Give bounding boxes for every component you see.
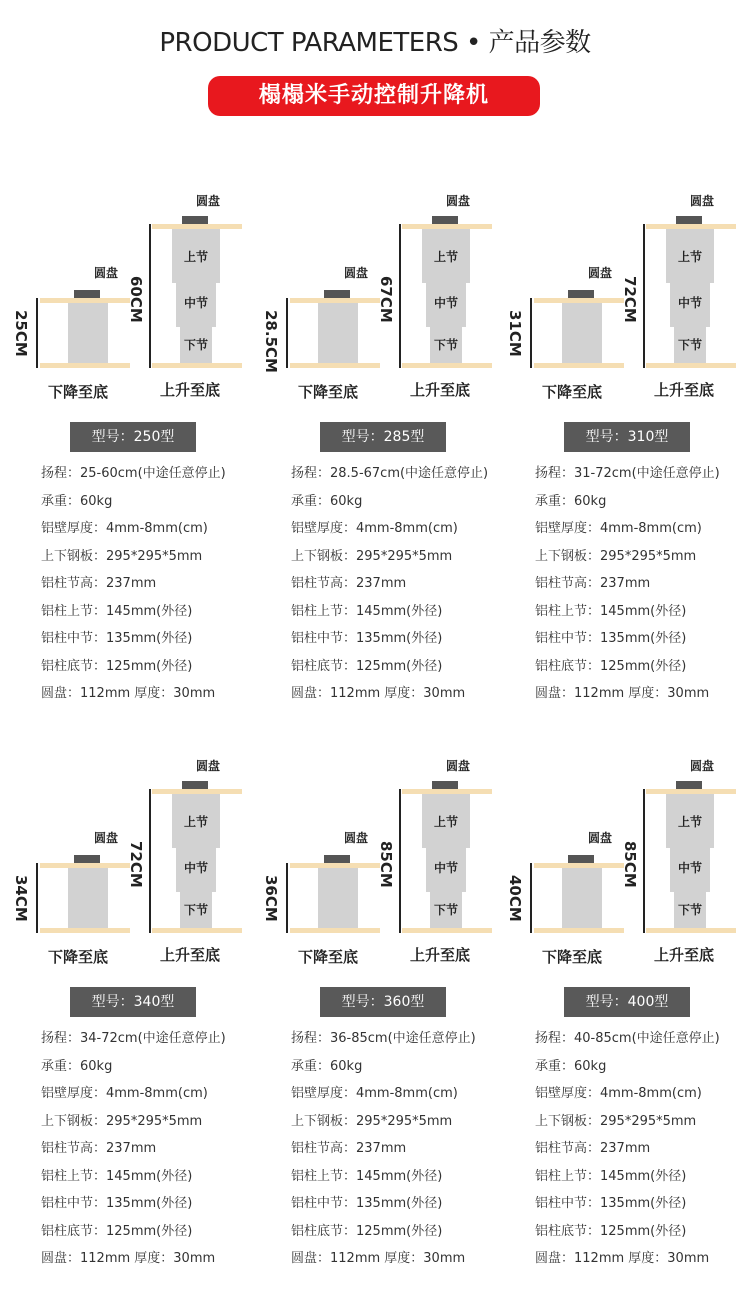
model-card <box>0 565 250 1266</box>
spec-item: 承重：60kg <box>535 1058 607 1074</box>
raised-height-label: 85CM <box>377 841 395 888</box>
spec-item: 上下钢板：295*295*5mm <box>535 548 697 564</box>
raised-caption: 上升至底 <box>410 946 471 964</box>
upper-section-label: 上节 <box>434 250 459 264</box>
lowered-height-label: 34CM <box>12 875 30 922</box>
lift-diagram <box>250 0 500 401</box>
spec-item: 承重：60kg <box>41 493 113 509</box>
height-dimension-line-lowered <box>530 863 532 933</box>
middle-section-label: 中节 <box>184 861 209 875</box>
spec-item: 扬程：34-72cm(中途任意停止) <box>41 1031 226 1046</box>
lift-diagram <box>494 0 744 401</box>
raised-caption: 上升至底 <box>410 381 471 399</box>
base-plate-raised <box>152 928 242 933</box>
raised-caption: 上升至底 <box>654 946 715 964</box>
model-card <box>494 565 744 1266</box>
lowered-caption: 下降至底 <box>542 948 603 966</box>
disk-lowered <box>74 290 100 298</box>
spec-item: 铝柱节高：237mm <box>291 576 407 591</box>
spec-item: 铝柱上节：145mm(外径) <box>535 603 687 619</box>
spec-list <box>535 1025 720 1273</box>
base-plate-lowered <box>290 928 380 933</box>
raised-caption: 上升至底 <box>160 381 221 399</box>
lowered-caption: 下降至底 <box>48 948 109 966</box>
base-plate-lowered <box>534 928 624 933</box>
spec-item: 圆盘：112mm 厚度：30mm <box>291 1251 466 1266</box>
spec-item: 铝壁厚度：4mm-8mm(cm) <box>535 1086 702 1101</box>
spec-item: 承重：60kg <box>535 493 607 509</box>
spec-item: 铝柱底节：125mm(外径) <box>291 658 443 674</box>
spec-item: 铝柱上节：145mm(外径) <box>535 1168 687 1184</box>
spec-item: 上下钢板：295*295*5mm <box>41 1113 203 1129</box>
base-plate-raised <box>646 928 736 933</box>
spec-item: 圆盘：112mm 厚度：30mm <box>41 686 216 701</box>
spec-item: 铝柱底节：125mm(外径) <box>41 658 193 674</box>
height-dimension-line-raised <box>399 789 401 933</box>
lower-section-label: 下节 <box>434 903 459 917</box>
disk-label: 圆盘 <box>446 759 471 773</box>
model-badge: 型号：250型 <box>70 422 196 452</box>
spec-item: 铝柱中节：135mm(外径) <box>535 631 687 646</box>
spec-item: 铝柱中节：135mm(外径) <box>291 1196 443 1211</box>
raised-height-label: 85CM <box>621 841 639 888</box>
disk-raised <box>182 216 208 224</box>
spec-item: 铝柱中节：135mm(外径) <box>535 1196 687 1211</box>
product-name-banner: 榻榻米手动控制升降机 <box>208 76 540 116</box>
middle-section-label: 中节 <box>434 861 459 875</box>
disk-raised <box>182 781 208 789</box>
spec-item: 铝壁厚度：4mm-8mm(cm) <box>535 521 702 536</box>
disk-label: 圆盘 <box>588 831 613 845</box>
lower-section-label: 下节 <box>678 338 703 352</box>
spec-item: 圆盘：112mm 厚度：30mm <box>41 1251 216 1266</box>
middle-section-label: 中节 <box>434 296 459 310</box>
lowered-height-label: 28.5CM <box>262 310 280 373</box>
spec-item: 圆盘：112mm 厚度：30mm <box>535 686 710 701</box>
spec-item: 铝柱上节：145mm(外径) <box>291 1168 443 1184</box>
disk-label: 圆盘 <box>690 194 715 208</box>
spec-item: 铝柱中节：135mm(外径) <box>291 631 443 646</box>
spec-item: 铝柱节高：237mm <box>535 576 651 591</box>
lowered-height-label: 36CM <box>262 875 280 922</box>
raised-caption: 上升至底 <box>160 946 221 964</box>
spec-item: 圆盘：112mm 厚度：30mm <box>535 1251 710 1266</box>
spec-item: 铝壁厚度：4mm-8mm(cm) <box>291 1086 458 1101</box>
spec-item: 铝壁厚度：4mm-8mm(cm) <box>291 521 458 536</box>
height-dimension-line-lowered <box>286 863 288 933</box>
height-dimension-line-lowered <box>286 298 288 368</box>
disk-label: 圆盘 <box>690 759 715 773</box>
disk-label: 圆盘 <box>196 759 221 773</box>
base-plate-raised <box>646 363 736 368</box>
disk-label: 圆盘 <box>344 831 369 845</box>
disk-raised <box>676 781 702 789</box>
disk-label: 圆盘 <box>94 831 119 845</box>
disk-lowered <box>324 855 350 863</box>
model-card <box>494 0 744 701</box>
lowered-caption: 下降至底 <box>542 383 603 401</box>
spec-item: 铝柱中节：135mm(外径) <box>41 631 193 646</box>
page-title: PRODUCT PARAMETERS • 产品参数 <box>159 28 591 58</box>
upper-section-label: 上节 <box>678 815 703 829</box>
upper-section-label: 上节 <box>184 815 209 829</box>
lowered-height-label: 25CM <box>12 310 30 357</box>
column-lowered <box>68 303 108 363</box>
spec-item: 铝壁厚度：4mm-8mm(cm) <box>41 1086 208 1101</box>
lowered-caption: 下降至底 <box>298 948 359 966</box>
base-plate-lowered <box>534 363 624 368</box>
model-badge: 型号：285型 <box>320 422 446 452</box>
spec-item: 铝壁厚度：4mm-8mm(cm) <box>41 521 208 536</box>
lift-diagram <box>494 565 744 966</box>
lowered-caption: 下降至底 <box>298 383 359 401</box>
base-plate-lowered <box>40 928 130 933</box>
lowered-height-label: 31CM <box>506 310 524 357</box>
spec-item: 扬程：40-85cm(中途任意停止) <box>535 1031 720 1046</box>
spec-item: 铝柱上节：145mm(外径) <box>41 603 193 619</box>
spec-item: 铝柱底节：125mm(外径) <box>535 1223 687 1239</box>
spec-item: 上下钢板：295*295*5mm <box>291 548 453 564</box>
column-lowered <box>68 868 108 928</box>
spec-item: 扬程：28.5-67cm(中途任意停止) <box>291 466 489 481</box>
column-lowered <box>562 303 602 363</box>
model-badge: 型号：400型 <box>564 987 690 1017</box>
model-card <box>250 0 500 701</box>
lower-section-label: 下节 <box>678 903 703 917</box>
spec-item: 铝柱节高：237mm <box>41 1141 157 1156</box>
disk-lowered <box>324 290 350 298</box>
raised-caption: 上升至底 <box>654 381 715 399</box>
spec-item: 上下钢板：295*295*5mm <box>535 1113 697 1129</box>
disk-raised <box>432 216 458 224</box>
lift-diagram <box>0 565 250 966</box>
spec-item: 圆盘：112mm 厚度：30mm <box>291 686 466 701</box>
spec-list <box>41 1025 226 1273</box>
column-lowered <box>562 868 602 928</box>
spec-item: 铝柱底节：125mm(外径) <box>535 658 687 674</box>
height-dimension-line-lowered <box>530 298 532 368</box>
spec-item: 铝柱中节：135mm(外径) <box>41 1196 193 1211</box>
upper-section-label: 上节 <box>678 250 703 264</box>
spec-item: 承重：60kg <box>291 493 363 509</box>
lower-section-label: 下节 <box>184 903 209 917</box>
model-badge: 型号：340型 <box>70 987 196 1017</box>
disk-lowered <box>568 290 594 298</box>
spec-item: 扬程：31-72cm(中途任意停止) <box>535 466 720 481</box>
raised-height-label: 72CM <box>127 841 145 888</box>
spec-item: 铝柱节高：237mm <box>535 1141 651 1156</box>
spec-item: 铝柱底节：125mm(外径) <box>41 1223 193 1239</box>
raised-height-label: 67CM <box>377 276 395 323</box>
disk-label: 圆盘 <box>588 266 613 280</box>
lowered-caption: 下降至底 <box>48 383 109 401</box>
raised-height-label: 72CM <box>621 276 639 323</box>
spec-item: 扬程：36-85cm(中途任意停止) <box>291 1031 476 1046</box>
spec-item: 铝柱上节：145mm(外径) <box>291 603 443 619</box>
upper-section-label: 上节 <box>434 815 459 829</box>
base-plate-lowered <box>40 363 130 368</box>
spec-item: 铝柱上节：145mm(外径) <box>41 1168 193 1184</box>
lower-section-label: 下节 <box>434 338 459 352</box>
height-dimension-line-lowered <box>36 863 38 933</box>
base-plate-raised <box>402 363 492 368</box>
spec-item: 铝柱节高：237mm <box>291 1141 407 1156</box>
model-badge: 型号：310型 <box>564 422 690 452</box>
disk-label: 圆盘 <box>196 194 221 208</box>
disk-lowered <box>568 855 594 863</box>
spec-list <box>291 1025 476 1273</box>
model-card <box>250 565 500 1266</box>
column-lowered <box>318 868 358 928</box>
upper-section-label: 上节 <box>184 250 209 264</box>
raised-height-label: 60CM <box>127 276 145 323</box>
disk-raised <box>676 216 702 224</box>
spec-item: 上下钢板：295*295*5mm <box>41 548 203 564</box>
model-badge: 型号：360型 <box>320 987 446 1017</box>
lift-diagram <box>250 565 500 966</box>
disk-label: 圆盘 <box>94 266 119 280</box>
base-plate-raised <box>152 363 242 368</box>
height-dimension-line-raised <box>643 224 645 368</box>
lowered-height-label: 40CM <box>506 875 524 922</box>
height-dimension-line-lowered <box>36 298 38 368</box>
spec-item: 铝柱节高：237mm <box>41 576 157 591</box>
middle-section-label: 中节 <box>678 296 703 310</box>
disk-label: 圆盘 <box>344 266 369 280</box>
lift-diagram <box>0 0 250 401</box>
height-dimension-line-raised <box>149 224 151 368</box>
disk-label: 圆盘 <box>446 194 471 208</box>
height-dimension-line-raised <box>643 789 645 933</box>
disk-lowered <box>74 855 100 863</box>
base-plate-raised <box>402 928 492 933</box>
middle-section-label: 中节 <box>184 296 209 310</box>
spec-item: 承重：60kg <box>291 1058 363 1074</box>
base-plate-lowered <box>290 363 380 368</box>
height-dimension-line-raised <box>399 224 401 368</box>
model-card <box>0 0 250 701</box>
disk-raised <box>432 781 458 789</box>
spec-item: 铝柱底节：125mm(外径) <box>291 1223 443 1239</box>
spec-item: 上下钢板：295*295*5mm <box>291 1113 453 1129</box>
spec-item: 承重：60kg <box>41 1058 113 1074</box>
height-dimension-line-raised <box>149 789 151 933</box>
column-lowered <box>318 303 358 363</box>
lower-section-label: 下节 <box>184 338 209 352</box>
spec-item: 扬程：25-60cm(中途任意停止) <box>41 466 226 481</box>
middle-section-label: 中节 <box>678 861 703 875</box>
